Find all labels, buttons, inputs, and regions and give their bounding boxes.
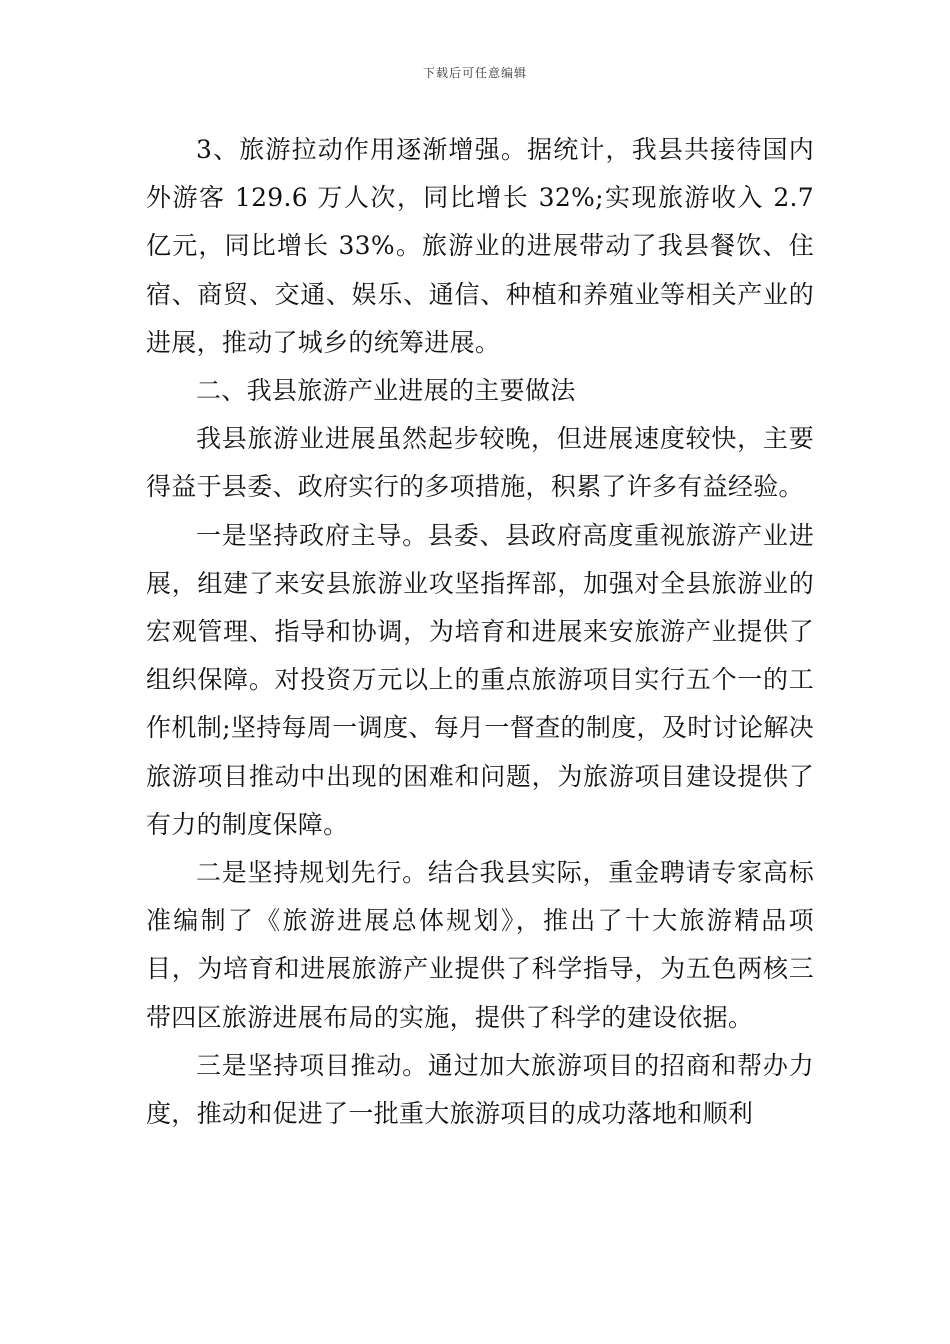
page-header: 下载后可任意编辑: [422, 66, 527, 80]
paragraph-intro-practices: 我县旅游业进展虽然起步较晚，但进展速度较快，主要得益于县委、政府实行的多项措施，积累了许多有益经验。: [146, 424, 814, 502]
paragraph-project-driven: 三是坚持项目推动。通过加大旅游项目的招商和帮办力度，推动和促进了一批重大旅游项目的成功落地和顺利: [146, 1050, 814, 1129]
section-heading-main-practices: 二、我县旅游产业进展的主要做法: [196, 376, 576, 406]
paragraph-government-led: 一是坚持政府主导。县委、县政府高度重视旅游产业进展，组建了来安县旅游业攻坚指挥部，加强对全县旅游业的宏观管理、指导和协调，为培育和进展来安旅游产业提供了组织保障。对投资万元以上的重点旅游项目实行五个一的工作机制;坚持每周一调度、每月一督查的制度，及时讨论解决旅游项目推动中出现的困难和问题，为旅游项目建设提供了有力的制度保障。: [146, 520, 814, 839]
paragraph-tourism-growth: 3、旅游拉动作用逐渐增强。据统计，我县共接待国内外游客 129.6 万人次，同比增长 32%;实现旅游收入 2.7 亿元，同比增长 33%。旅游业的进展带动了我县餐饮、住宿、商贸、交通、娱乐、通信、种植和养殖业等相关产业的进展，推动了城乡的统筹进展。: [146, 135, 814, 357]
paragraph-planning-first: 二是坚持规划先行。结合我县实际，重金聘请专家高标准编制了《旅游进展总体规划》，推出了十大旅游精品项目，为培育和进展旅游产业提供了科学指导，为五色两核三带四区旅游进展布局的实施，提供了科学的建设依据。: [146, 858, 814, 1032]
document-body: [146, 126, 814, 1138]
